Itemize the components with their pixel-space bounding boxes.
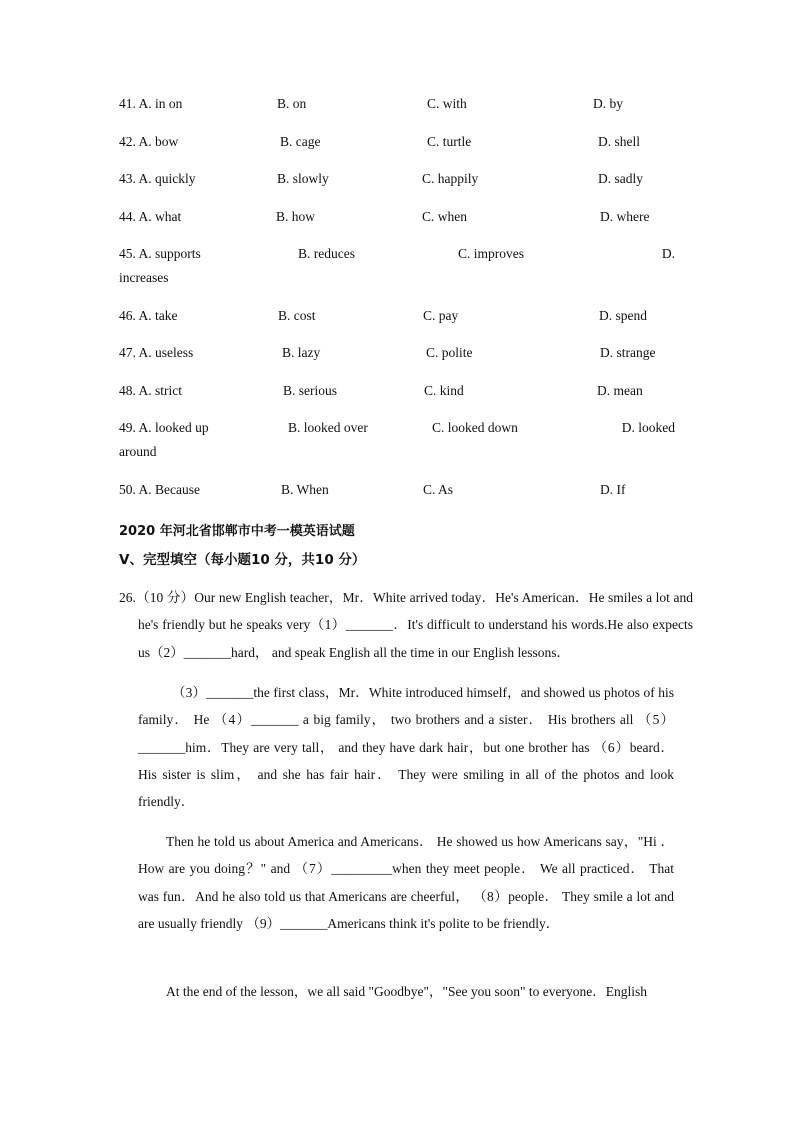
- option-a: 49. A. looked up: [119, 420, 209, 435]
- passage-paragraph-2: （3）_______the first class，Mr．White introduced himself，and showed us photos of his family． He （4）_______ a big family， two brothers and a sister． His brothers all （5）_______him．They are very tall， and they have dark hair，but one brother has （6）beard．His sister is slim， and she has fair hair． They were smiling in all of the photos and look friendly．: [138, 685, 674, 810]
- option-c: C. pay: [423, 308, 459, 323]
- option-c: C. improves: [458, 246, 524, 261]
- option-row-47: [119, 345, 675, 365]
- option-a: 45. A. supports: [119, 246, 201, 261]
- option-a: 41. A. in on: [119, 96, 183, 111]
- option-b: B. on: [277, 96, 307, 111]
- option-a: 47. A. useless: [119, 345, 194, 360]
- option-row-41: [119, 96, 675, 116]
- option-a: 44. A. what: [119, 209, 182, 224]
- option-a: 43. A. quickly: [119, 171, 196, 186]
- passage-paragraph-1: 26.（10 分）Our new English teacher，Mr．White arrived today．He's American．He smiles a lot and he's friendly but he speaks very（1）_______．It's difficult to understand his words.He also expects us（2）_______hard， and speak English all the time in our English lessons．: [119, 590, 693, 660]
- option-d: D. sadly: [598, 171, 643, 186]
- option-d: D. looked: [621, 420, 675, 435]
- option-b: B. reduces: [298, 246, 355, 261]
- option-d: D. strange: [600, 345, 656, 360]
- option-c: C. happily: [422, 171, 479, 186]
- option-d: D. mean: [597, 383, 643, 398]
- option-d: D. shell: [598, 134, 640, 149]
- option-c: C. As: [423, 482, 454, 497]
- option-d: D. where: [600, 209, 650, 224]
- option-a: 50. A. Because: [119, 482, 200, 497]
- option-d: D. by: [593, 96, 623, 111]
- passage-paragraph-4: At the end of the lesson，we all said "Goodbye"，"See you soon" to everyone．English: [166, 984, 647, 999]
- passage-paragraph-3: Then he told us about America and Americans． He showed us how Americans say，"Hi ．How are you doing？" and （7）_________when they meet people． We all practiced． That was fun．And he also told us that Americans are cheerful， （8）people． They smile a lot and are usually friendly （9）_______Americans think it's polite to be friendly．: [138, 834, 674, 931]
- option-c: C. when: [422, 209, 467, 224]
- option-c: C. polite: [426, 345, 473, 360]
- section-title: 2020 年河北省邯郸市中考一模英语试题: [119, 524, 355, 539]
- option-b: B. looked over: [288, 420, 368, 435]
- option-b: B. When: [281, 482, 329, 497]
- option-d: D.: [661, 246, 675, 261]
- option-a: 48. A. strict: [119, 383, 182, 398]
- option-row-48: [119, 383, 675, 403]
- option-b: B. cost: [278, 308, 316, 323]
- option-b: B. serious: [283, 383, 337, 398]
- option-a: 46. A. take: [119, 308, 178, 323]
- option-row-42: [119, 134, 675, 154]
- option-row-46: [119, 308, 675, 328]
- option-row-50: [119, 482, 675, 502]
- option-d-continued: around: [119, 444, 157, 459]
- option-c: C. looked down: [432, 420, 518, 435]
- option-row-44: [119, 209, 675, 229]
- option-d: D. spend: [599, 308, 647, 323]
- option-b: B. how: [276, 209, 316, 224]
- option-d-continued: increases: [119, 270, 169, 285]
- option-a: 42. A. bow: [119, 134, 179, 149]
- option-b: B. cage: [280, 134, 321, 149]
- option-b: B. lazy: [282, 345, 321, 360]
- option-c: C. kind: [424, 383, 464, 398]
- option-c: C. with: [427, 96, 467, 111]
- option-d: D. If: [600, 482, 626, 497]
- option-b: B. slowly: [277, 171, 329, 186]
- option-row-43: [119, 171, 675, 191]
- option-c: C. turtle: [427, 134, 472, 149]
- section-heading: Ⅴ、完型填空（每小题10 分，共10 分）: [119, 552, 366, 568]
